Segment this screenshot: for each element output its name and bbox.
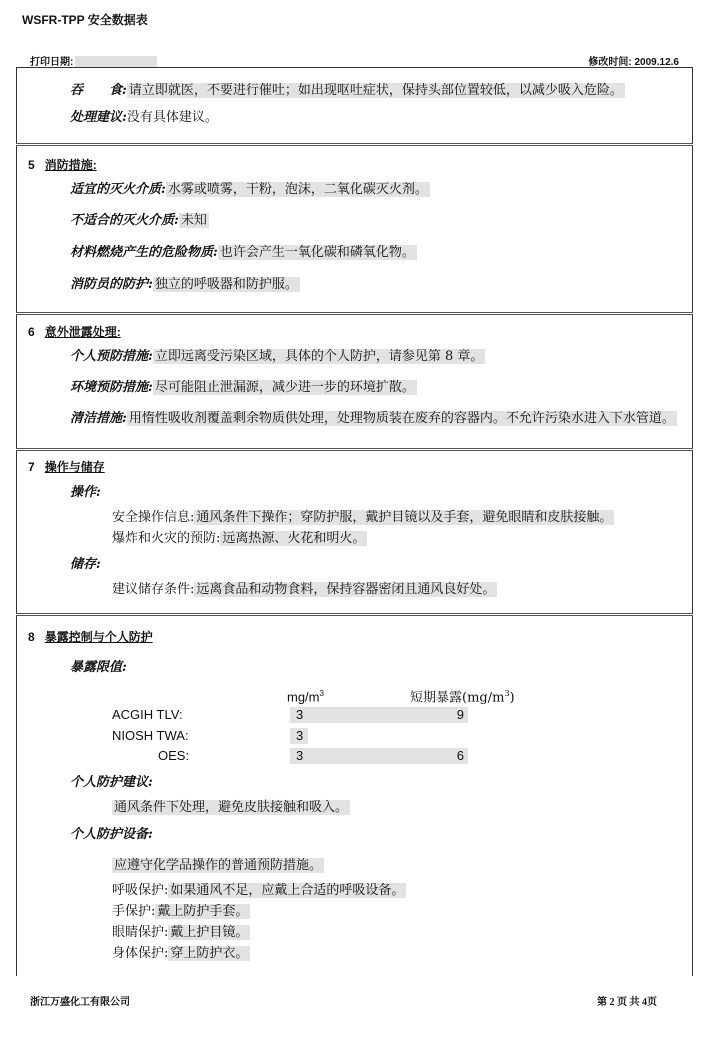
exposure-row-mgm3: 3 bbox=[296, 728, 304, 743]
swallow-label: 吞 食: bbox=[70, 83, 127, 98]
eye-label: 眼睛保护: bbox=[112, 925, 169, 940]
column-header-short-term-sup: 3 bbox=[504, 689, 510, 698]
general-precaution-value: 应遵守化学品操作的普通预防措施。 bbox=[114, 858, 323, 873]
frame-right-2 bbox=[692, 146, 693, 312]
general-precaution-text bbox=[112, 857, 324, 875]
exposure-row-value-bar bbox=[290, 728, 308, 744]
operation-label: 操作: bbox=[70, 485, 101, 500]
personal-precaution-label: 个人预防措施: bbox=[70, 349, 153, 364]
respiratory-text: 如果通风不足，应戴上合适的呼吸设备。 bbox=[170, 883, 405, 898]
body-text: 穿上防护衣。 bbox=[170, 946, 249, 961]
header-rule bbox=[16, 67, 693, 68]
environmental-precaution-line bbox=[70, 379, 417, 397]
protection-equipment-label: 个人防护设备: bbox=[70, 827, 153, 842]
footer-company: 浙江万盛化工有限公司 bbox=[30, 997, 130, 1008]
protection-advice-value: 通风条件下处理，避免皮肤接触和吸入。 bbox=[114, 800, 349, 815]
section-6-title: 意外泄露处理: bbox=[44, 325, 121, 339]
section-divider-6 bbox=[16, 312, 693, 315]
protection-advice-text bbox=[112, 799, 350, 817]
print-date-label: 打印日期: bbox=[30, 57, 74, 68]
hand-text: 戴上防护手套。 bbox=[157, 904, 249, 919]
column-header-short-term-label: 短期暴露(mg/m bbox=[410, 690, 505, 706]
section-6-heading bbox=[28, 323, 121, 341]
fire-prevention-label: 爆炸和火灾的预防: bbox=[112, 531, 221, 546]
respiratory-label: 呼吸保护: bbox=[112, 883, 169, 898]
exposure-row-mgm3: 3 bbox=[296, 748, 304, 763]
revision-value: 2009.12.6 bbox=[634, 57, 679, 68]
cleanup-label: 清洁措施: bbox=[70, 411, 127, 426]
hand-label: 手保护: bbox=[112, 904, 156, 919]
exposure-row-name: OES: bbox=[158, 748, 190, 763]
eye-text: 戴上护目镜。 bbox=[170, 925, 249, 940]
frame-left-2 bbox=[16, 146, 17, 312]
body-line bbox=[112, 945, 250, 963]
exposure-row-short-term: 9 bbox=[456, 707, 464, 722]
section-7-heading bbox=[28, 458, 105, 476]
section-7-number: 7 bbox=[28, 460, 35, 474]
storage-condition-text: 远离食品和动物食料，保持容器密闭且通风良好处。 bbox=[196, 582, 496, 597]
section-5-title: 消防措施: bbox=[44, 158, 97, 172]
section-5-heading bbox=[28, 156, 97, 174]
storage-condition-line bbox=[112, 581, 497, 599]
combustion-hazard-label: 材料燃烧产生的危险物质: bbox=[70, 245, 218, 260]
suitable-media-text: 水雾或喷雾，干粉，泡沫，二氧化碳灭火剂。 bbox=[167, 182, 428, 197]
revision-label: 修改时间: bbox=[588, 57, 632, 68]
safe-handling-text: 通风条件下操作；穿防护服，戴护目镜以及手套，避免眼睛和皮肤接触。 bbox=[196, 510, 613, 525]
unsuitable-media-label: 不适合的灭火介质: bbox=[70, 213, 179, 228]
firefighter-label: 消防员的防护: bbox=[70, 277, 153, 292]
exposure-row-short-term: 6 bbox=[456, 748, 464, 763]
fire-prevention-line bbox=[112, 530, 367, 548]
section-6-number: 6 bbox=[28, 325, 35, 339]
safe-handling-label: 安全操作信息: bbox=[112, 510, 195, 525]
combustion-hazard-text: 也许会产生一氧化碳和磷氧化物。 bbox=[219, 245, 415, 260]
frame-right-3 bbox=[692, 315, 693, 448]
exposure-limit-label: 暴露限值: bbox=[70, 660, 127, 675]
environmental-precaution-text: 尽可能阻止泄漏源，减少进一步的环境扩散。 bbox=[154, 380, 415, 395]
firefighter-line bbox=[70, 276, 300, 294]
unsuitable-media-line bbox=[70, 212, 209, 230]
frame-right-5 bbox=[692, 616, 693, 976]
column-header-mgm3 bbox=[287, 685, 324, 706]
storage-condition-label: 建议储存条件: bbox=[112, 582, 195, 597]
swallow-line bbox=[70, 82, 625, 100]
safe-handling-line bbox=[112, 509, 614, 527]
section-8-heading bbox=[28, 628, 153, 646]
fire-prevention-text: 远离热源、火花和明火。 bbox=[222, 531, 366, 546]
personal-precaution-line bbox=[70, 348, 485, 366]
section-divider-8 bbox=[16, 613, 693, 616]
section-8-number: 8 bbox=[28, 630, 35, 644]
exposure-row-name: NIOSH TWA: bbox=[112, 728, 189, 743]
column-header-short-term-close: ) bbox=[509, 690, 515, 706]
exposure-row-value-bar bbox=[290, 748, 468, 764]
column-header-mgm3-unit: mg/m bbox=[287, 689, 320, 705]
document-title: WSFR-TPP 安全数据表 bbox=[22, 13, 148, 27]
cleanup-line bbox=[70, 410, 677, 428]
column-header-mgm3-sup: 3 bbox=[319, 689, 324, 698]
section-8-title: 暴露控制与个人防护 bbox=[44, 630, 153, 644]
suitable-media-line bbox=[70, 181, 430, 199]
body-label: 身体保护: bbox=[112, 946, 169, 961]
cleanup-text: 用惰性吸收剂覆盖剩余物质供处理，处理物质装在废弃的容器内。不允许污染水进入下水管道。 bbox=[128, 411, 675, 426]
footer-page-number: 第 2 页 共 4页 bbox=[597, 997, 657, 1008]
section-5-number: 5 bbox=[28, 158, 35, 172]
treatment-label: 处理建议: bbox=[70, 110, 127, 125]
exposure-row-name: ACGIH TLV: bbox=[112, 707, 183, 722]
respiratory-line bbox=[112, 882, 406, 900]
frame-left-1 bbox=[16, 67, 17, 143]
swallow-text: 请立即就医，不要进行催吐；如出现呕吐症状，保持头部位置较低，以减少吸入危险。 bbox=[128, 83, 623, 98]
exposure-row-value-bar bbox=[290, 707, 468, 723]
frame-right-1 bbox=[692, 67, 693, 143]
eye-line bbox=[112, 924, 250, 942]
hand-line bbox=[112, 903, 250, 921]
suitable-media-label: 适宜的灭火介质: bbox=[70, 182, 166, 197]
exposure-row-mgm3: 3 bbox=[296, 707, 304, 722]
protection-advice-label: 个人防护建议: bbox=[70, 775, 153, 790]
treatment-line bbox=[70, 109, 218, 127]
frame-right-4 bbox=[692, 451, 693, 613]
section-divider-7 bbox=[16, 448, 693, 451]
environmental-precaution-label: 环境预防措施: bbox=[70, 380, 153, 395]
frame-left-3 bbox=[16, 315, 17, 448]
unsuitable-media-text: 未知 bbox=[180, 213, 207, 228]
combustion-hazard-line bbox=[70, 244, 417, 262]
section-divider-5 bbox=[16, 143, 693, 146]
section-7-title: 操作与储存 bbox=[44, 460, 105, 474]
treatment-text: 没有具体建议。 bbox=[126, 110, 218, 125]
frame-left-4 bbox=[16, 451, 17, 613]
personal-precaution-text: 立即远离受污染区域，具体的个人防护，请参见第 8 章。 bbox=[154, 349, 484, 364]
revision-date bbox=[588, 53, 679, 68]
frame-left-5 bbox=[16, 616, 17, 976]
firefighter-text: 独立的呼吸器和防护服。 bbox=[154, 277, 298, 292]
column-header-short-term bbox=[410, 685, 515, 707]
storage-label: 储存: bbox=[70, 557, 101, 572]
